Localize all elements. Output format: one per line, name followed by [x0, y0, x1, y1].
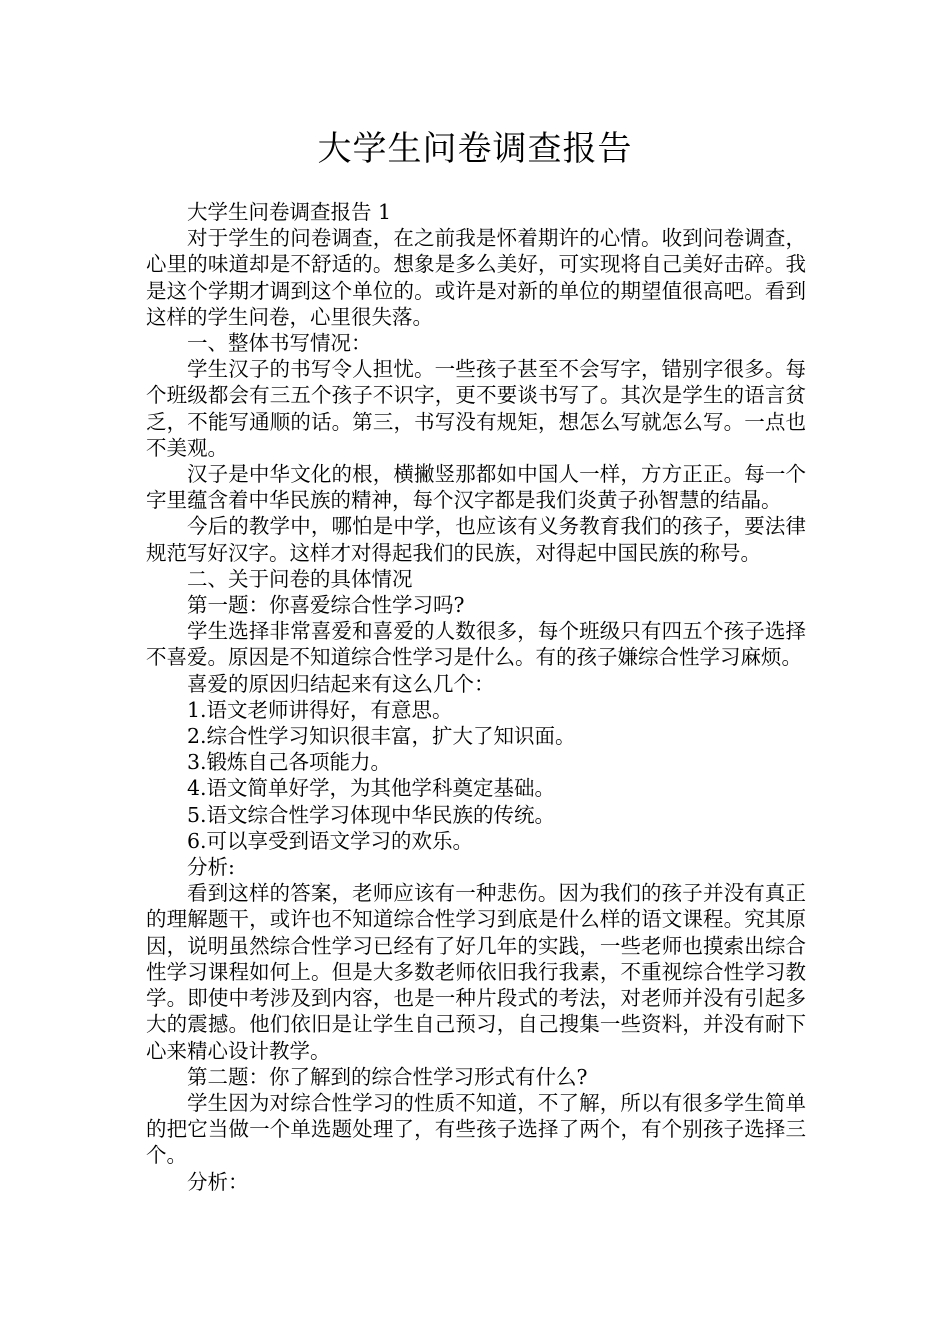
- document-title: 大学生问卷调查报告: [317, 129, 633, 169]
- list-item: 4.语文简单好学，为其他学科奠定基础。: [187, 776, 556, 801]
- list-item: 6.可以享受到语文学习的欢乐。: [187, 828, 474, 853]
- list-item: 2.综合性学习知识很丰富，扩大了知识面。: [187, 724, 576, 749]
- document-body: [146, 199, 806, 1195]
- paragraph: 汉子是中华文化的根，横撇竖那都如中国人一样，方方正正。每一个字里蕴含着中华民族的精神，每个汉字都是我们炎黄子孙智慧的结晶。: [146, 462, 806, 513]
- analysis-heading: 分析：: [187, 1169, 249, 1194]
- paragraph: 学生选择非常喜爱和喜爱的人数很多，每个班级只有四五个孩子选择不喜爱。原因是不知道综合性学习是什么。有的孩子嫌综合性学习麻烦。: [146, 619, 806, 670]
- list-item: 1.语文老师讲得好，有意思。: [187, 697, 453, 722]
- question-heading: 第二题：你了解到的综合性学习形式有什么?: [187, 1064, 588, 1089]
- list-item: 3.锻炼自己各项能力。: [187, 750, 392, 775]
- paragraph: 学生因为对综合性学习的性质不知道，不了解，所以有很多学生简单的把它当做一个单选题处理了，有些孩子选择了两个，有个别孩子选择三个。: [146, 1090, 806, 1168]
- question-heading: 第一题：你喜爱综合性学习吗?: [187, 593, 465, 618]
- paragraph: 喜爱的原因归结起来有这么几个：: [187, 671, 495, 696]
- section-heading: 二、关于问卷的具体情况: [187, 566, 413, 591]
- list-item: 5.语文综合性学习体现中华民族的传统。: [187, 802, 556, 827]
- paragraph: 看到这样的答案，老师应该有一种悲伤。因为我们的孩子并没有真正的理解题干，或许也不知道综合性学习到底是什么样的语文课程。究其原因，说明虽然综合性学习已经有了好几年的实践，一些老师也摸索出综合性学习课程如何上。但是大多数老师依旧我行我素，不重视综合性学习教学。即使中考涉及到内容，也是一种片段式的考法，对老师并没有引起多大的震撼。他们依旧是让学生自己预习，自己搜集一些资料，并没有耐下心来精心设计教学。: [146, 881, 806, 1063]
- paragraph: 对于学生的问卷调查，在之前我是怀着期许的心情。收到问卷调查，心里的味道却是不舒适的。想象是多么美好，可实现将自己美好击碎。我是这个学期才调到这个单位的。或许是对新的单位的期望值很高吧。看到这样的学生问卷，心里很失落。: [146, 226, 806, 329]
- section-heading: 一、整体书写情况：: [187, 331, 372, 356]
- paragraph: 今后的教学中，哪怕是中学，也应该有义务教育我们的孩子，要法律规范写好汉字。这样才对得起我们的民族，对得起中国民族的称号。: [146, 514, 806, 565]
- analysis-heading: 分析:: [187, 855, 235, 880]
- section-heading: 大学生问卷调查报告 1: [187, 200, 392, 224]
- paragraph: 学生汉子的书写令人担忧。一些孩子甚至不会写字，错别字很多。每个班级都会有三五个孩子不识字，更不要谈书写了。其次是学生的语言贫乏，不能写通顺的话。第三，书写没有规矩，想怎么写就怎么写。一点也不美观。: [146, 357, 806, 460]
